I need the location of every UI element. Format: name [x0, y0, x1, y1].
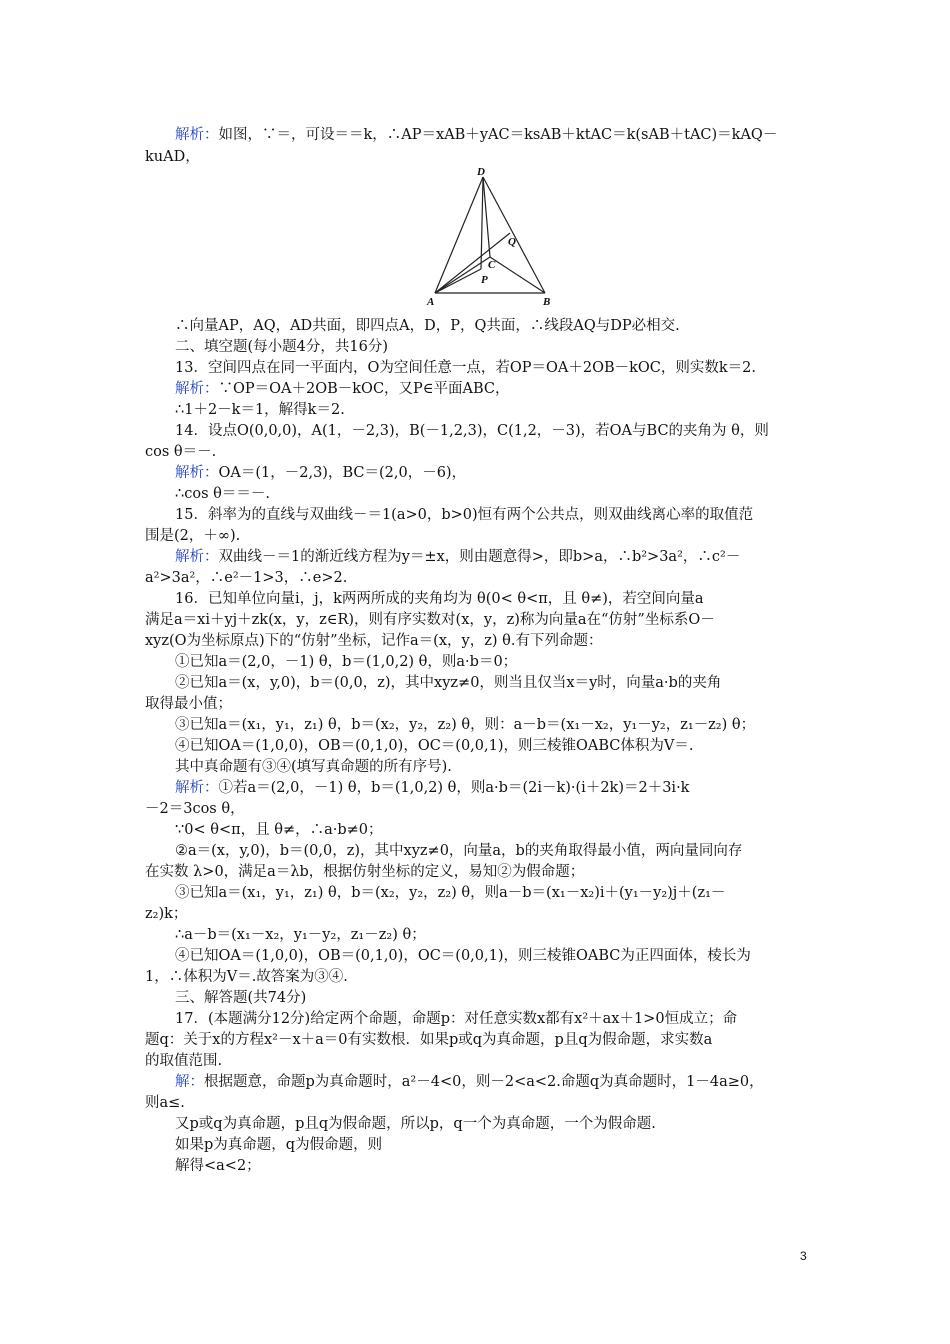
- text-line: 围是(2，＋∞).: [145, 528, 241, 544]
- text-line: 题q：关于x的方程x²－x＋a＝0有实数根．如果p或q为真命题，p且q为假命题，求实数a: [145, 1032, 713, 1048]
- text-line: xyz(O为坐标原点)下的“仿射”坐标，记作a＝(x，y，z) θ.有下列命题：: [145, 633, 603, 649]
- label-b: B: [543, 296, 551, 308]
- text-line: 在实数 λ>0，满足a＝λb，根据仿射坐标的定义，易知②为假命题；: [145, 864, 585, 880]
- text-line: ②a＝(x，y,0)，b＝(0,0，z)，其中xyz≠0，向量a，b的夹角取得最小值，两向量同向存: [175, 843, 743, 859]
- edge-da: [435, 177, 483, 293]
- text-line: z₂)k；: [145, 906, 188, 922]
- label-d: D: [477, 166, 485, 178]
- text-line: [175, 778, 840, 798]
- label-c: C: [488, 259, 496, 271]
- analysis-label: 解析：: [175, 381, 219, 397]
- question-15: 15．斜率为的直线与双曲线－＝1(a>0，b>0)恒有两个公共点，则双曲线离心率的取值范: [175, 507, 754, 523]
- text-line: ∴向量AP，AQ，AD共面，即四点A，D，P，Q共面，∴线段AQ与DP必相交.: [175, 318, 680, 334]
- analysis-label: 解析：: [175, 780, 219, 796]
- text-line: kuAD，: [145, 149, 200, 165]
- segment-ap: [435, 269, 481, 293]
- text: ∵OP＝OA＋2OB－kOC，又P∈平面ABC，: [218, 381, 510, 397]
- label-q: Q: [508, 236, 516, 248]
- text-line: [175, 1072, 840, 1092]
- page-number: 3: [800, 1249, 807, 1263]
- text-line: 取得最小值；: [145, 696, 232, 712]
- text: 如图，∵＝，可设＝＝k，∴AP＝xAB＋yAC＝ksAB＋ktAC＝k(sAB＋tAC)＝kAQ－: [218, 127, 778, 143]
- text-line: ④已知OA＝(1,0,0)，OB＝(0,1,0)，OC＝(0,0,1)，则三棱锥OABC为正四面体，棱长为: [175, 948, 751, 964]
- tetrahedron-figure: [415, 165, 565, 310]
- question-14: 14．设点O(0,0,0)，A(1，－2,3)，B(－1,2,3)，C(1,2，－3)，若OA与BC的夹角为 θ，则: [175, 423, 769, 439]
- text-line: ∴cos θ＝＝－.: [175, 486, 270, 502]
- section-heading: 三、解答题(共74分): [175, 990, 307, 1006]
- text-line: [175, 379, 840, 399]
- question-13: 13．空间四点在同一平面内，O为空间任意一点，若OP＝OA＋2OB－kOC，则实数k＝2.: [175, 360, 756, 376]
- text-line: cos θ＝－.: [145, 444, 217, 460]
- text-line: [145, 125, 810, 145]
- proposition-1: ①已知a＝(2,0，－1) θ，b＝(1,0,2) θ，则a·b＝0；: [175, 654, 518, 670]
- analysis-label: 解析：: [175, 549, 219, 565]
- text-line: [175, 463, 840, 483]
- text-line: 则a≤.: [145, 1095, 185, 1111]
- text-line: ∴a－b＝(x₁－x₂，y₁－y₂，z₁－z₂) θ；: [175, 927, 426, 943]
- proposition-2: ②已知a＝(x，y,0)，b＝(0,0，z)，其中xyz≠0，则当且仅当x＝y时，向量a·b的夹角: [175, 675, 722, 691]
- analysis-label: 解析：: [175, 127, 219, 143]
- text-line: ∴1＋2－k＝1，解得k＝2.: [175, 402, 345, 418]
- text: 双曲线－＝1的渐近线方程为y＝±x，则由题意得>，即b>a，∴b²>3a²，∴c²－: [218, 549, 741, 565]
- text: OA＝(1，－2,3)，BC＝(2,0，－6)，: [218, 465, 467, 481]
- text-line: 1，∴体积为V＝.故答案为③④.: [145, 969, 348, 985]
- text-line: 解得<a<2；: [175, 1158, 261, 1174]
- proposition-4: ④已知OA＝(1,0,0)，OB＝(0,1,0)，OC＝(0,0,1)，则三棱锥OABC体积为V＝.: [175, 738, 694, 754]
- edge-db: [483, 177, 545, 293]
- text-line: 又p或q为真命题，p且q为假命题，所以p，q一个为真命题，一个为假命题.: [175, 1116, 656, 1132]
- text-line: 其中真命题有③④(填写真命题的所有序号).: [175, 759, 452, 775]
- text: 根据题意，命题p为真命题时，a²－4<0，则－2<a<2.命题q为真命题时，1－4a≥0，: [204, 1074, 764, 1090]
- text-line: ∵0< θ<π，且 θ≠，∴a·b≠0；: [175, 822, 383, 838]
- text-line: ③已知a＝(x₁，y₁，z₁) θ，b＝(x₂，y₂，z₂) θ，则a－b＝(x₁－x₂)i＋(y₁－y₂)j＋(z₁－: [175, 885, 726, 901]
- text-line: 如果p为真命题，q为假命题，则: [175, 1137, 383, 1153]
- text-line: －2＝3cos θ，: [145, 801, 245, 817]
- section-heading: 二、填空题(每小题4分，共16分): [175, 339, 388, 355]
- question-17: 17．(本题满分12分)给定两个命题，命题p：对任意实数x都有x²＋ax＋1>0恒成立；命: [175, 1011, 738, 1027]
- text-line: [175, 547, 840, 567]
- text: ①若a＝(2,0，－1) θ，b＝(1,0,2) θ，则a·b＝(2i－k)·(i＋2k)＝2＋3i·k: [218, 780, 690, 796]
- text-line: 的取值范围.: [145, 1053, 223, 1069]
- label-p: P: [481, 274, 488, 286]
- analysis-label: 解析：: [175, 465, 219, 481]
- text-line: 满足a＝xi＋yj＋zk(x，y，z∈R)，则有序实数对(x，y，z)称为向量a在“仿射”坐标系O－: [145, 612, 715, 628]
- label-a: A: [427, 296, 435, 308]
- proposition-3: ③已知a＝(x₁，y₁，z₁) θ，b＝(x₂，y₂，z₂) θ，则：a－b＝(x₁－x₂，y₁－y₂，z₁－z₂) θ；: [175, 717, 756, 733]
- text-line: a²>3a²，∴e²－1>3，∴e>2.: [145, 570, 348, 586]
- solution-label: 解：: [175, 1074, 204, 1090]
- edge-cb: [490, 257, 545, 293]
- question-16: 16．已知单位向量i，j，k两两所成的夹角均为 θ(0< θ<π，且 θ≠)，若空间向量a: [175, 591, 704, 607]
